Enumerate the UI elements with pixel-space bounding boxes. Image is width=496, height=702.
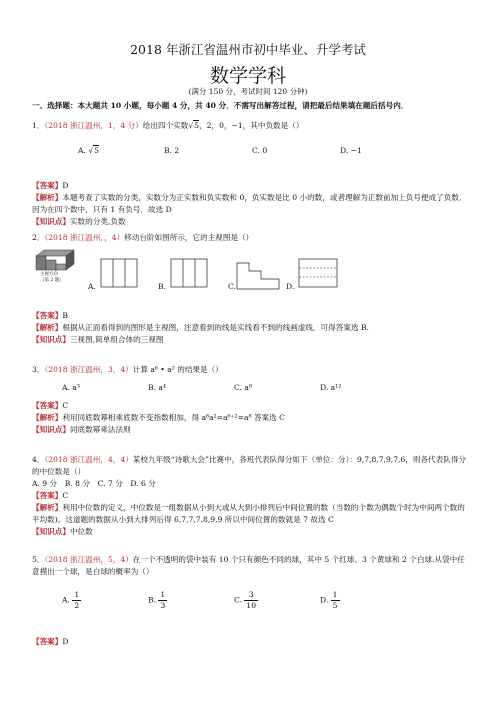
q1-answer: 【答案】D [32, 181, 69, 190]
q2-option-a-figure [100, 258, 138, 288]
q3-analysis: 【解析】利用同底数幂相乘底数不变指数相加，得 a⁶a²=a⁶⁺²=a⁸ 答案选 C [32, 413, 285, 422]
q1-stem-text-c: ，2，0，−1，其中负数是（） [199, 121, 304, 130]
q5-option-a: A. $\frac{1}{2}$ [62, 590, 80, 610]
q2-option-d-figure [298, 258, 338, 288]
q1-option-d: D. −1 [340, 146, 362, 155]
q4-options: A. 9 分 B. 8 分 C. 7 分 D. 6 分 [32, 479, 156, 488]
section-heading: 一、选择题：本大题共 10 小题，每小题 4 分，共 40 分．不需写出解答过程，请把最后结果填在题后括号内． [32, 101, 409, 110]
q5-option-d: D. $\frac{1}{5}$ [320, 590, 338, 610]
q4-stem: 4．（2018 浙江温州，4，4）某校九年级“诗歌大会”比赛中，各班代表队得分如下（单位：分）：9,7,8,7,9,7,6，则各代表队得分的中位数是（） [32, 455, 467, 476]
q2-stem: 2．（2018 浙江温州，，4）移动台阶如图所示，它的主视图是（） [32, 233, 254, 242]
q3-option-b: B. a⁴ [148, 383, 166, 392]
q1-analysis: 【解析】本题考查了实数的分类，实数分为正实数和负实数和 0，负实数是比 0 小的数，或者理解为正数前加上负号便成了负数．因为在四个数中，只有 1 有负号．故选 D [32, 193, 467, 214]
q2-option-b-figure [170, 258, 208, 288]
q2-option-b-label: B. [158, 282, 166, 291]
q3-stem: 3．（2018 浙江温州，3，4）计算 a⁶ • a² 的结果是（） [32, 365, 223, 374]
q1-stem-sqrt: 5 [194, 121, 200, 130]
q2-option-d-label: D. [286, 282, 295, 291]
q3-option-a: A. a³ [62, 383, 80, 392]
q1-option-c: C. 0 [252, 146, 268, 155]
q1-source: （2018 浙江温州，1，4 分） [44, 121, 143, 130]
q1-number: 1． [32, 121, 45, 130]
q1-stem-text-a: 给出四个实数 [142, 121, 189, 130]
q3-answer: 【答案】C [32, 401, 69, 410]
q4-answer: 【答案】C [32, 491, 69, 500]
q5-stem: 5．（2018 浙江温州，5，4）在一个不透明的袋中装有 10 个只有颜色不同的球，其中 5 个红球、3 个黄球和 2 个白球.从袋中任意摸出一个球，是白球的概率为（） [32, 555, 465, 576]
q2-figure-caption: 主视方向 （第 2 题） [40, 272, 64, 283]
q2-analysis: 【解析】根据从正面看得到的图形是主视图，注意看到的线是实线看不到的线画虚线．可得答案选 B. [32, 323, 369, 332]
q1-stem: 1．（2018 浙江温州，1，4 分）给出四个实数√5，2，0，−1，其中负数是（） [32, 121, 304, 130]
q4-analysis: 【解析】利用中位数的定义，中位数是一组数据从小到大或从大到小排列后中间位置的数（当数的个数为偶数个时为中间两个数的平均数)。这道题的数据从小到大排列后得 6,7,7,7,8,9,9 所以中间位置的数就是 7 故选 C [32, 503, 465, 524]
q5-answer: 【答案】D [32, 637, 69, 646]
q1-knowledge-point: 【知识点】实数的分类,负数 [32, 217, 126, 226]
q2-option-c-figure [236, 262, 280, 290]
q2-option-a-label: A. [88, 282, 96, 291]
q5-option-b: B. $\frac{1}{3}$ [148, 590, 166, 610]
q4-knowledge-point: 【知识点】中位数 [32, 527, 93, 536]
exam-title: 2018 年浙江省温州市初中毕业、升学考试 [130, 42, 366, 57]
q3-option-c: C. a⁸ [234, 383, 252, 392]
q1-option-b: B. 2 [164, 146, 180, 155]
score-time-note: (满分 150 分，考试时间 120 分钟) [188, 87, 308, 96]
q2-answer: 【答案】B [32, 311, 68, 320]
q3-knowledge-point: 【知识点】同底数幂乘法法则 [32, 425, 131, 434]
q1-option-a: A. √5 [78, 146, 100, 155]
subject-title: 数学学科 [209, 65, 286, 87]
q5-option-c: C. $\frac{3}{10}$ [234, 590, 257, 610]
q3-option-d: D. a¹² [320, 383, 342, 392]
q2-option-c-label: C. [228, 282, 236, 291]
q2-knowledge-point: 【知识点】三视图,简单组合体的三视图 [32, 335, 164, 344]
